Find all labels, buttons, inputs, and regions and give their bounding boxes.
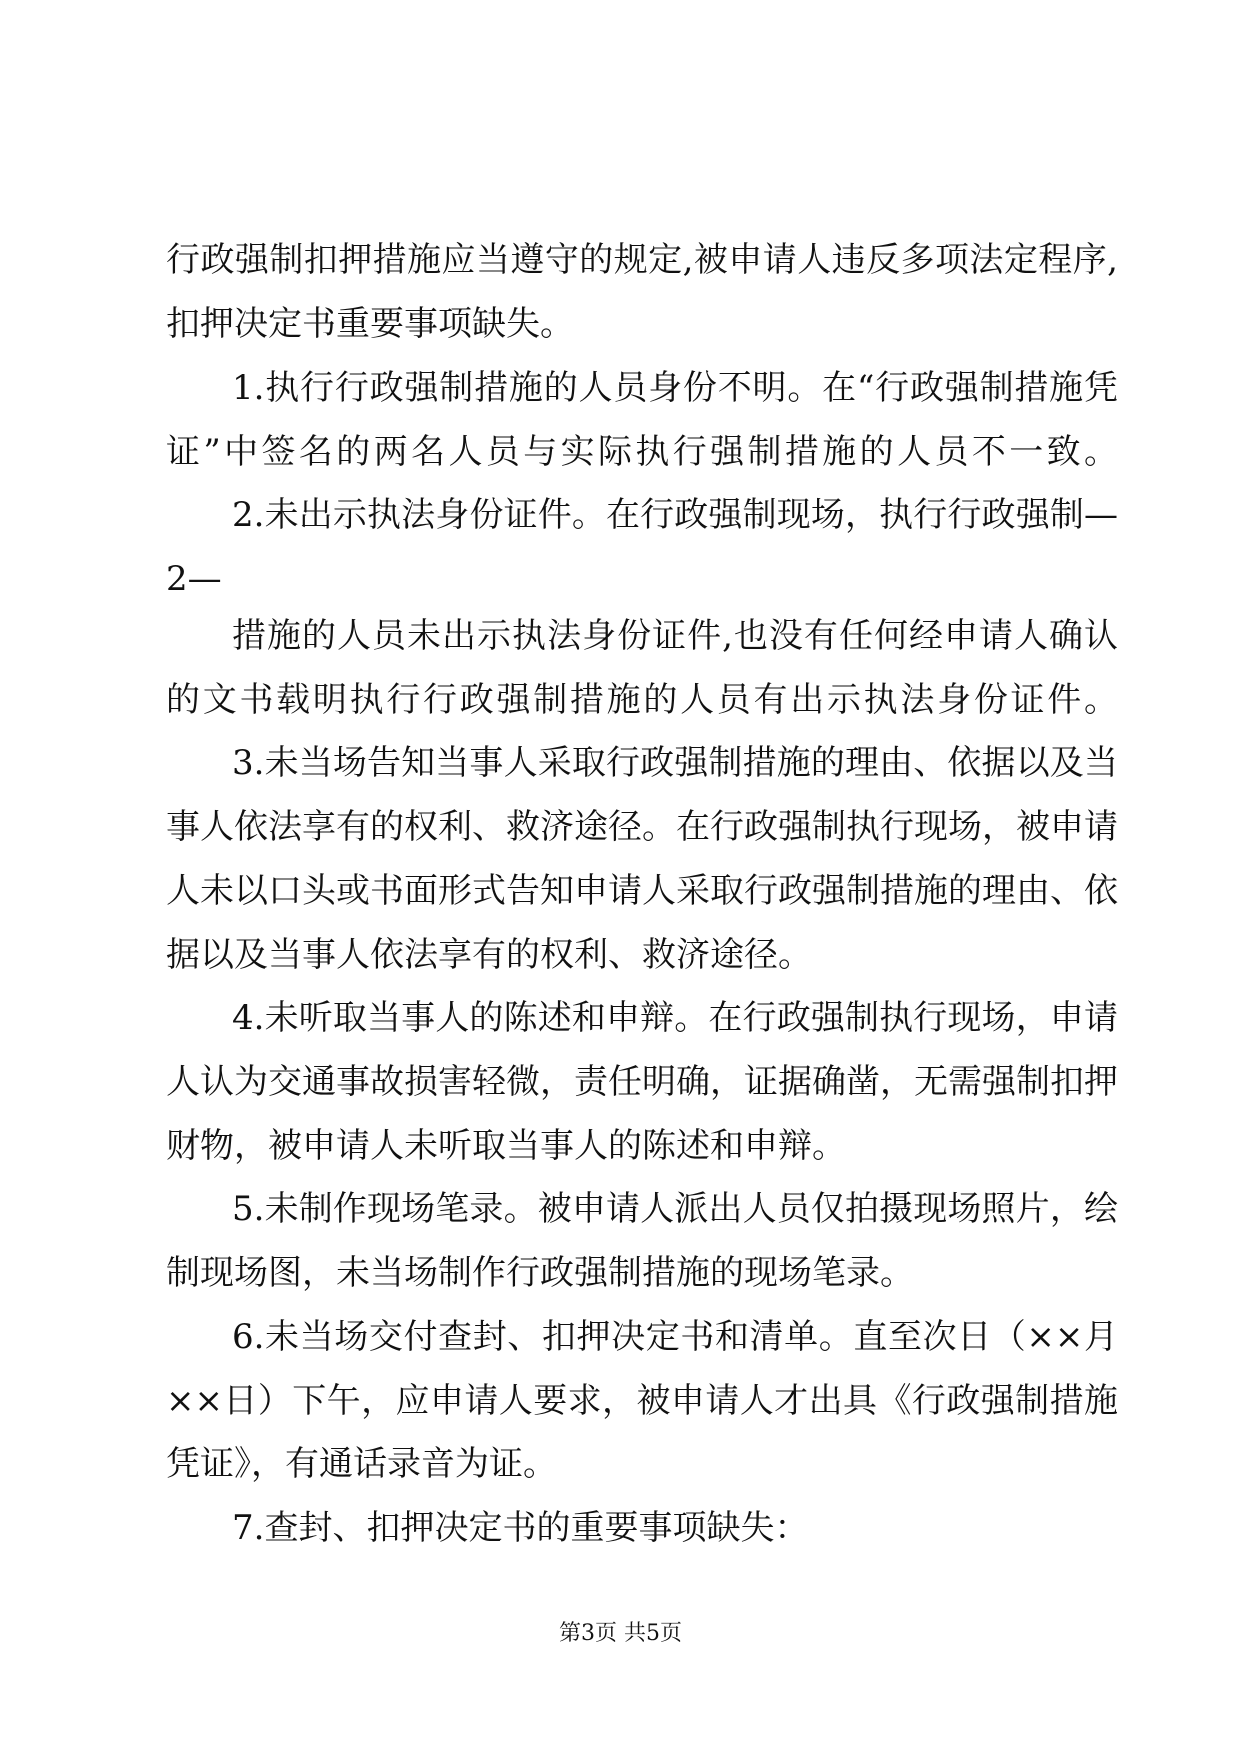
text-line: 据以及当事人依法享有的权利、救济途径。 <box>166 935 812 975</box>
text-line: 制现场图，未当场制作行政强制措施的现场笔录。 <box>166 1253 914 1293</box>
list-item-1: 1.执行行政强制措施的人员身份不明。在“行政强制措施凭 <box>232 368 1118 408</box>
list-item-2: 2.未出示执法身份证件。在行政强制现场，执行行政强制— <box>232 495 1118 535</box>
text-line: ××日）下午，应申请人要求，被申请人才出具《行政强制措施 <box>166 1381 1118 1421</box>
text-line: 人未以口头或书面形式告知申请人采取行政强制措施的理由、依 <box>166 871 1118 911</box>
list-item-4: 4.未听取当事人的陈述和申辩。在行政强制执行现场，申请 <box>232 998 1118 1038</box>
text-line: 财物，被申请人未听取当事人的陈述和申辩。 <box>166 1126 846 1166</box>
page-footer: 第3页 共5页 <box>559 1621 682 1646</box>
text-line: 人认为交通事故损害轻微，责任明确，证据确凿，无需强制扣押 <box>166 1062 1118 1102</box>
page-break-marker: 2— <box>166 559 222 599</box>
list-item-3: 3.未当场告知当事人采取行政强制措施的理由、依据以及当 <box>232 743 1118 783</box>
text-line: 事人依法享有的权利、救济途径。在行政强制执行现场，被申请 <box>166 807 1118 847</box>
text-line: 凭证》，有通话录音为证。 <box>166 1444 557 1484</box>
list-item-7: 7.查封、扣押决定书的重要事项缺失： <box>232 1508 809 1548</box>
text-line: 措施的人员未出示执法身份证件,也没有任何经申请人确认 <box>232 616 1118 656</box>
text-line: 扣押决定书重要事项缺失。 <box>166 304 574 344</box>
text-line: 证”中签名的两名人员与实际执行强制措施的人员不一致。 <box>166 432 1118 472</box>
list-item-5: 5.未制作现场笔录。被申请人派出人员仅拍摄现场照片，绘 <box>232 1189 1118 1229</box>
text-line: 的文书载明执行行政强制措施的人员有出示执法身份证件。 <box>166 680 1118 720</box>
text-line: 行政强制扣押措施应当遵守的规定,被申请人违反多项法定程序, <box>166 240 1118 280</box>
list-item-6: 6.未当场交付查封、扣押决定书和清单。直至次日（××月 <box>232 1317 1118 1357</box>
